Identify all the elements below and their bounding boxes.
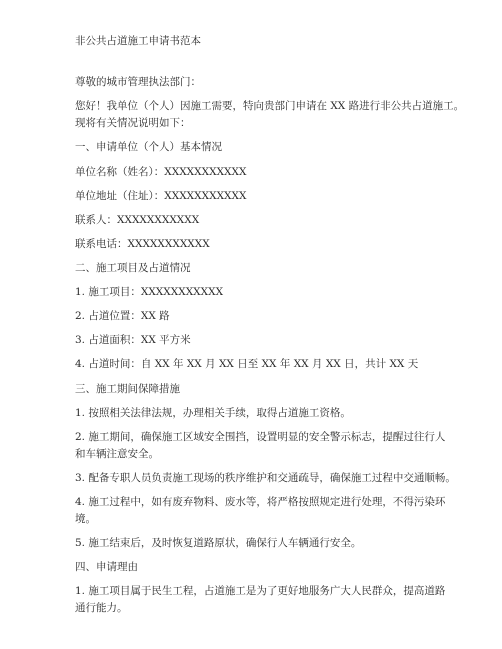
section-3-heading: 三、施工期间保障措施 [75, 383, 180, 395]
occupy-location: 2. 占道位置：XX 路 [75, 310, 170, 322]
measure-2-line-1: 2. 施工期间，确保施工区域安全围挡，设置明显的安全警示标志，提醒过往行人 [75, 431, 446, 443]
section-1-heading: 一、申请单位（个人）基本情况 [75, 141, 222, 153]
measure-1: 1. 按照相关法律法规，办理相关手续，取得占道施工资格。 [75, 407, 351, 419]
measure-3: 3. 配备专职人员负责施工现场的秩序维护和交通疏导，确保施工过程中交通顺畅。 [75, 472, 456, 484]
salutation: 尊敬的城市管理执法部门： [75, 76, 201, 88]
section-4-heading: 四、申请理由 [75, 561, 138, 573]
contact-person: 联系人：XXXXXXXXXXX [75, 214, 200, 226]
document-title: 非公共占道施工申请书范本 [75, 35, 201, 47]
occupy-time: 4. 占道时间：自 XX 年 XX 月 XX 日至 XX 年 XX 月 XX 日，共计 XX 天 [75, 358, 419, 370]
measure-2-line-2: 和车辆注意安全。 [75, 448, 159, 460]
measure-4-line-1: 4. 施工过程中，如有废弃物料、废水等，将严格按照规定进行处理，不得污染环 [75, 496, 446, 508]
contact-phone: 联系电话：XXXXXXXXXXX [75, 238, 210, 250]
section-2-heading: 二、施工项目及占道情况 [75, 262, 191, 274]
measure-5: 5. 施工结束后，及时恢复道路原状，确保行人车辆通行安全。 [75, 537, 362, 549]
measure-4-line-2: 境。 [75, 513, 96, 525]
reason-1-line-2: 通行能力。 [75, 602, 128, 614]
intro-line-1: 您好！我单位（个人）因施工需要，特向贵部门申请在 XX 路进行非公共占道施工。 [75, 100, 465, 112]
reason-1-line-1: 1. 施工项目属于民生工程，占道施工是为了更好地服务广大人民群众，提高道路 [75, 585, 446, 597]
project-name: 1. 施工项目：XXXXXXXXXXX [75, 286, 224, 298]
applicant-name: 单位名称（姓名）：XXXXXXXXXXX [75, 166, 247, 178]
occupy-area: 3. 占道面积：XX 平方米 [75, 334, 191, 346]
intro-line-2: 现将有关情况说明如下： [75, 117, 191, 129]
applicant-address: 单位地址（住址）：XXXXXXXXXXX [75, 190, 247, 202]
